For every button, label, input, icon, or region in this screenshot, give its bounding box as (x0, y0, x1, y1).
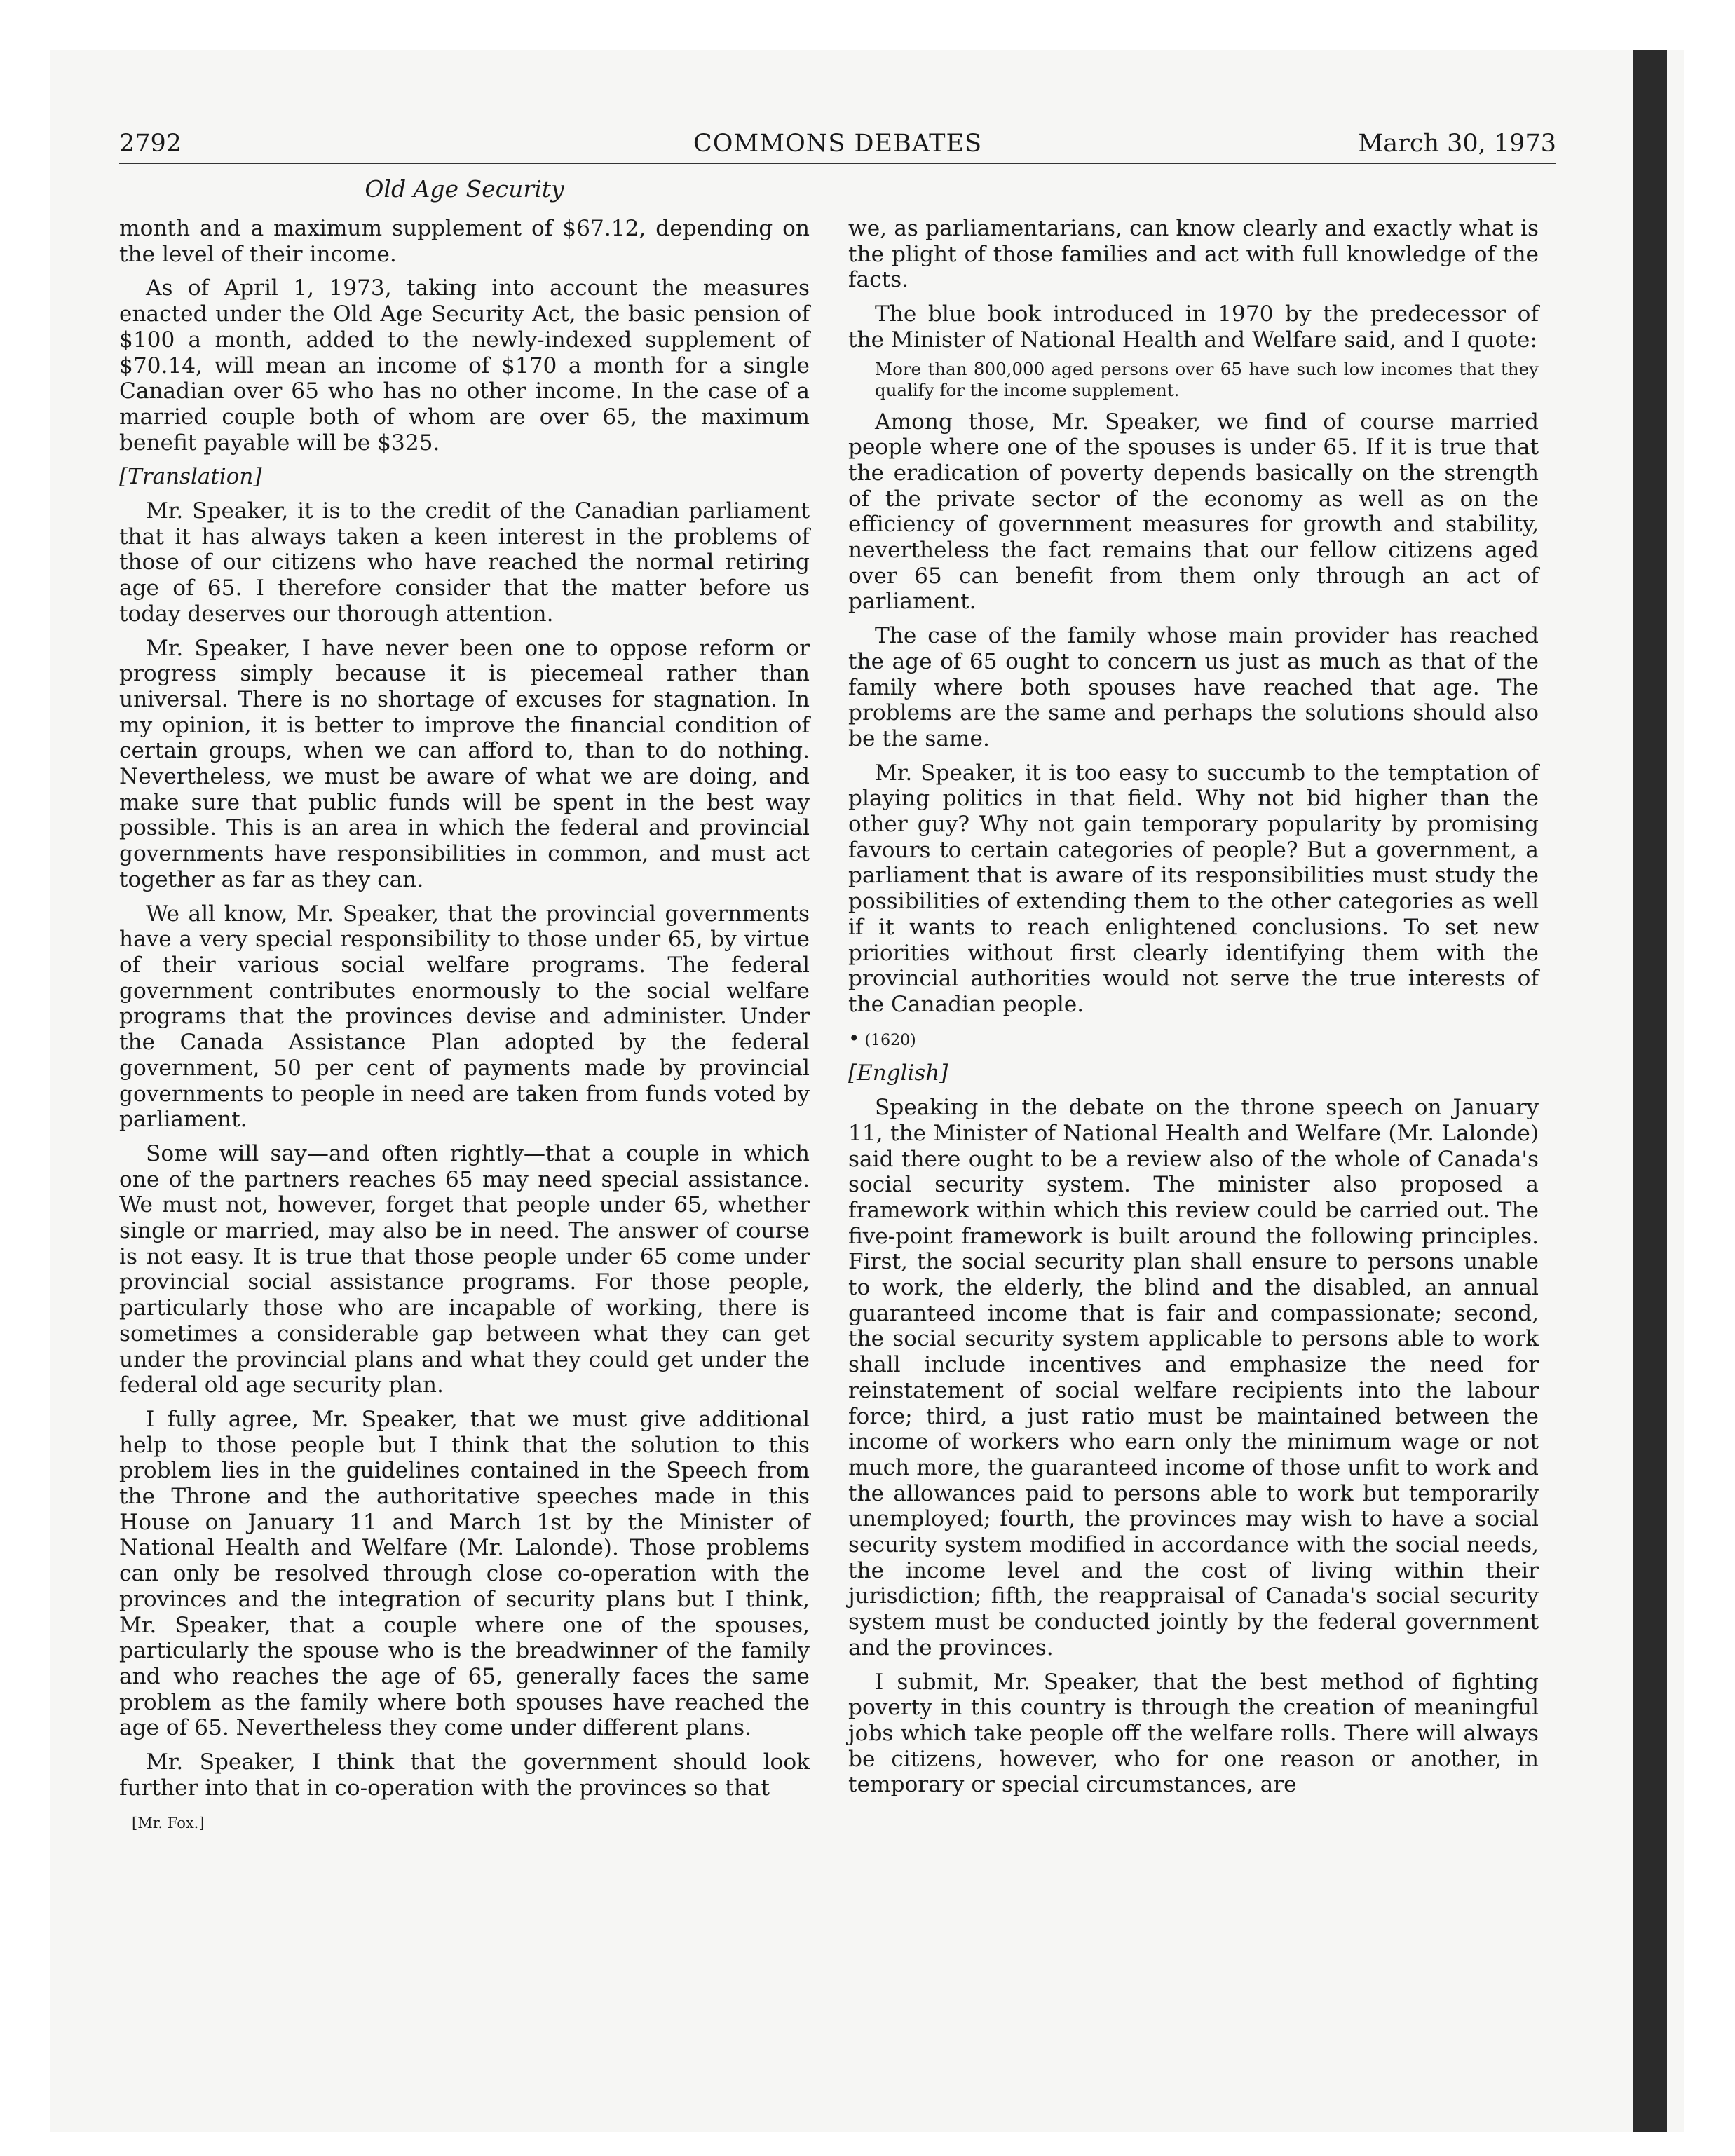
paragraph: As of April 1, 1973, taking into account the measures enacted under the Old Age Security Act, the basic pension of $100 a month, added to the newly-indexed supplement of $70.14, will mean an income of $170 a month for a single Canadian over 65 who has no other income. In the case of a married couple both of whom are over 65, the maximum benefit payable will be $325. (119, 275, 810, 456)
paragraph: we, as parliamentarians, can know clearly and exactly what is the plight of those families and act with full knowledge of the facts. (848, 216, 1539, 293)
time-marker-label: (1620) (864, 1031, 916, 1049)
translation-tag: [Translation] (119, 464, 262, 490)
block-quote: More than 800,000 aged persons over 65 have such low incomes that they qualify for the income supplement. (875, 358, 1539, 400)
paragraph: I submit, Mr. Speaker, that the best method of fighting poverty in this country is through the creation of meaningful jobs which take people off the welfare rolls. There will always be citizens, however, who for one reason or another, in temporary or special circumstances, are (848, 1669, 1539, 1798)
speaker-attribution: [Mr. Fox.] (132, 1815, 205, 1832)
left-column (119, 216, 810, 1836)
paragraph: Mr. Speaker, it is too easy to succumb to the temptation of playing politics in that field. Why not bid higher than the other guy? Why not gain temporary popularity by promising favours to certain categories of people? But a government, a parliament that is aware of its responsibilities must study the possibilities of extending them to the other categories as well if it wants to reach enlightened conclusions. To set new priorities without first clearly identifying them with the provincial authorities would not serve the true interests of the Canadian people. (848, 760, 1539, 1017)
section-subject: Old Age Security (365, 175, 564, 203)
time-marker (848, 1026, 1539, 1054)
paragraph: Among those, Mr. Speaker, we find of course married people where one of the spouses is under 65. If it is true that the eradication of poverty depends basically on the strength of the private sector of the economy as well as on the efficiency of government measures for growth and stability, nevertheless the fact remains that our fellow citizens aged over 65 can benefit from them only through an act of parliament. (848, 409, 1539, 615)
right-column (848, 216, 1539, 1806)
publication-title: COMMONS DEBATES (693, 130, 983, 158)
bullet-icon: • (848, 1026, 860, 1050)
scanner-edge-bar (1633, 50, 1667, 2132)
paragraph: Mr. Speaker, I have never been one to oppose reform or progress simply because it is piecemeal rather than universal. There is no shortage of excuses for stagnation. In my opinion, it is better to improve the financial condition of certain groups, when we can afford to, than to do nothing. Nevertheless, we must be aware of what we are doing, and make sure that public funds will be spent in the best way possible. This is an area in which the federal and provincial governments have responsibilities in common, and must act together as far as they can. (119, 635, 810, 892)
paragraph: The blue book introduced in 1970 by the predecessor of the Minister of National Health and Welfare said, and I quote: (848, 301, 1539, 353)
header-rule (119, 163, 1556, 164)
paragraph: We all know, Mr. Speaker, that the provincial governments have a very special responsibility to those under 65, by virtue of their various social welfare programs. The federal government contributes enormously to the social welfare programs that the provinces devise and administer. Under the Canada Assistance Plan adopted by the federal government, 50 per cent of payments made by provincial governments to people in need are taken from funds voted by parliament. (119, 901, 810, 1133)
page-header (119, 126, 1556, 161)
paragraph: The case of the family whose main provider has reached the age of 65 ought to concern us just as much as that of the family where both spouses have reached that age. The problems are the same and perhaps the solutions should also be the same. (848, 623, 1539, 751)
publication-date: March 30, 1973 (1358, 130, 1556, 158)
paragraph: Speaking in the debate on the throne speech on January 11, the Minister of National Health and Welfare (Mr. Lalonde) said there ought to be a review also of the whole of Canada's social security system. The minister also proposed a framework within which this review could be carried out. The five-point framework is built around the following principles. First, the social security plan shall ensure to persons unable to work, the elderly, the blind and the disabled, an annual guaranteed income that is fair and compassionate; second, the social security system applicable to persons able to work shall include incentives and emphasize the need for reinstatement of social welfare recipients into the labour force; third, a just ratio must be maintained between the income of workers who earn only the minimum wage or not much more, the guaranteed income of those unfit to work and the allowances paid to persons able to work but temporarily unemployed; fourth, the provinces may wish to have a social security system modified in accordance with the social needs, the income level and the cost of living within their jurisdiction; fifth, the reappraisal of Canada's social security system must be conducted jointly by the federal government and the provinces. (848, 1095, 1539, 1660)
page-number: 2792 (119, 130, 182, 158)
paragraph: Mr. Speaker, I think that the government should look further into that in co-operation with the provinces so that (119, 1749, 810, 1801)
english-tag: [English] (848, 1060, 948, 1086)
paragraph: I fully agree, Mr. Speaker, that we must give additional help to those people but I think that the solution to this problem lies in the guidelines contained in the Speech from the Throne and the authoritative speeches made in this House on January 11 and March 1st by the Minister of National Health and Welfare (Mr. Lalonde). Those problems can only be resolved through close co-operation with the provinces and the integration of security plans but I think, Mr. Speaker, that a couple where one of the spouses, particularly the spouse who is the breadwinner of the family and who reaches the age of 65, generally faces the same problem as the family where both spouses have reached the age of 65. Nevertheless they come under different plans. (119, 1406, 810, 1741)
paragraph: month and a maximum supplement of $67.12, depending on the level of their income. (119, 216, 810, 267)
paragraph: Mr. Speaker, it is to the credit of the Canadian parliament that it has always taken a keen interest in the problems of those of our citizens who have reached the normal retiring age of 65. I therefore consider that the matter before us today deserves our thorough attention. (119, 498, 810, 627)
paragraph: Some will say—and often rightly—that a couple in which one of the partners reaches 65 may need special assistance. We must not, however, forget that people under 65, whether single or married, may also be in need. The answer of course is not easy. It is true that those people under 65 come under provincial social assistance programs. For those people, particularly those who are incapable of working, there is sometimes a considerable gap between what they can get under the provincial plans and what they could get under the federal old age security plan. (119, 1140, 810, 1398)
